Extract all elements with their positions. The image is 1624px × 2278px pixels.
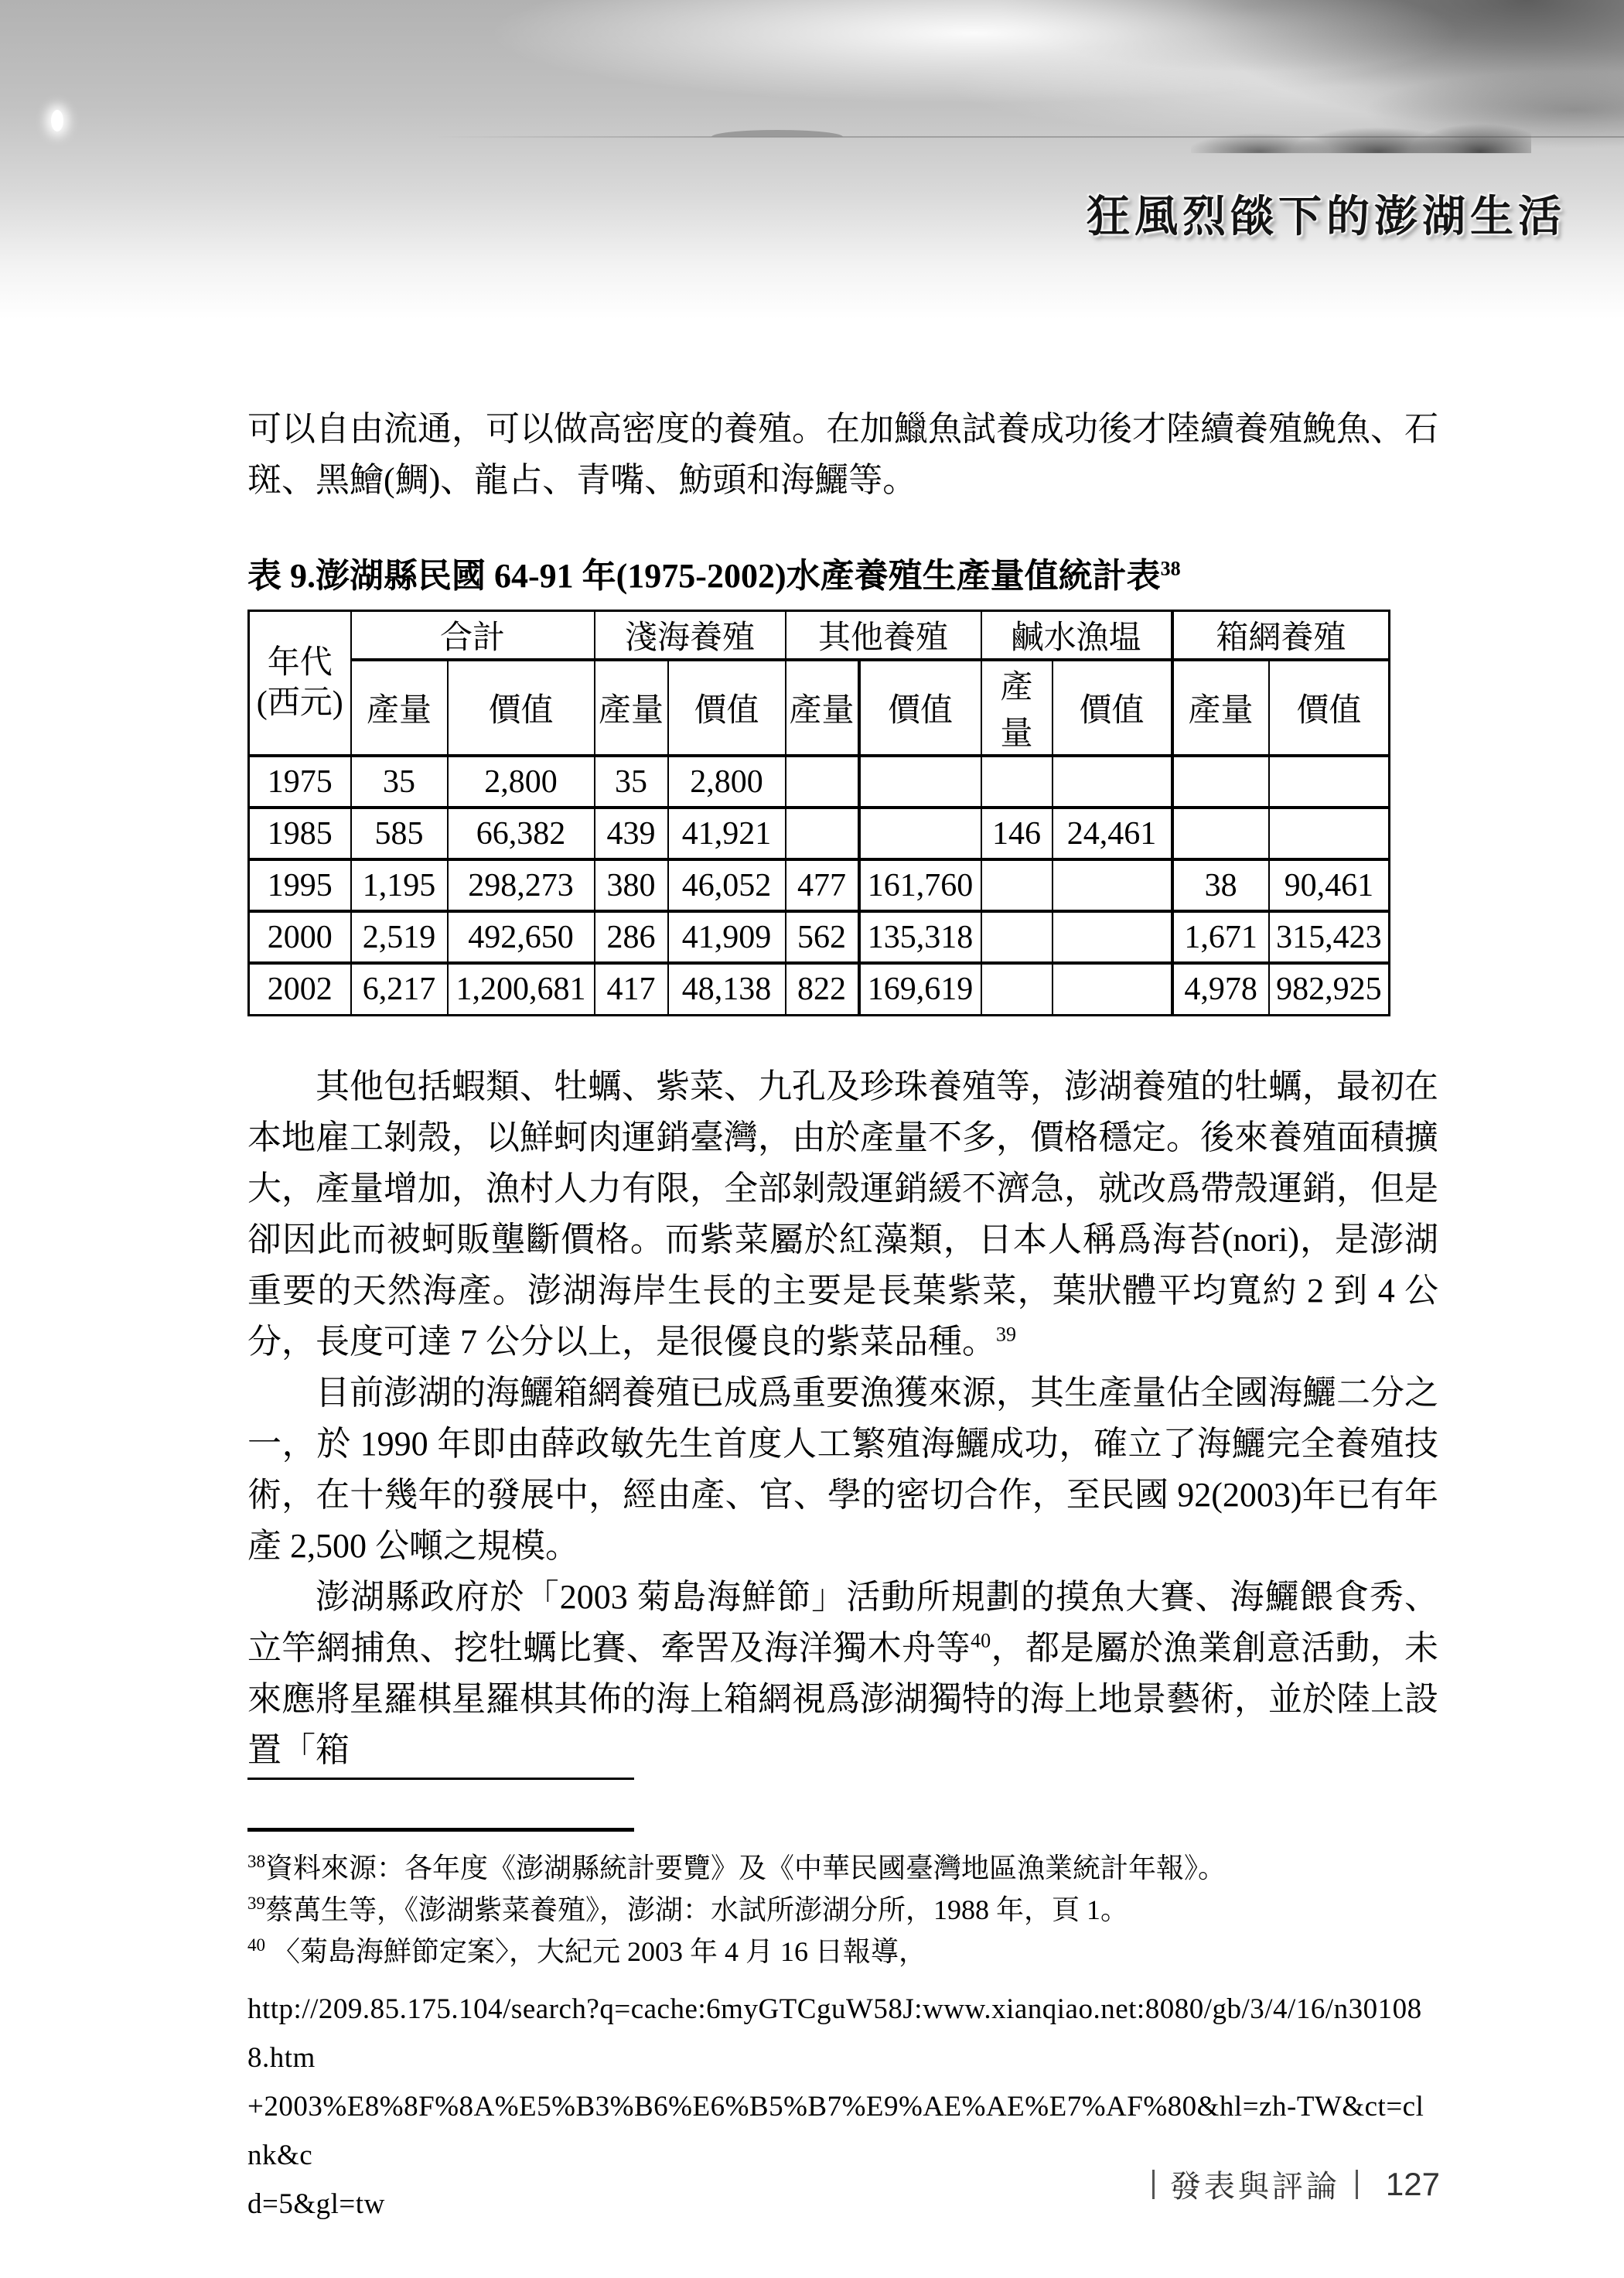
table-row-2000: 2000 2,519 492,650 286 41,909 562 135,318 1,671 315,423 [249, 911, 1390, 963]
distant-island-silhouette [711, 130, 843, 137]
subheader-salt-value: 價值 [1053, 660, 1172, 756]
subheader-other-quantity: 產量 [786, 660, 859, 756]
paragraph-2-text: 其他包括蝦類、牡蠣、紫菜、九孔及珍珠養殖等，澎湖養殖的牡蠣，最初在本地雇工剝殼，以鮮蚵肉運銷臺灣，由於產量不多，價格穩定。後來養殖面積擴大，產量增加，漁村人力有限，全部剝殼運銷緩不濟急，就改爲帶殼運銷，但是卻因此而被蚵販壟斷價格。而紫菜屬於紅藻類，日本人稱爲海苔(nori)，是澎湖重要的天然海產。澎湖海岸生長的主要是長葉紫菜，葉狀體平均寬約 2 到 4 公分，長度可達 7 公分以上，是很優良的紫菜品種。 [247, 1067, 1438, 1361]
paragraph-4 [247, 1572, 1438, 1776]
header-banner-photo [0, 0, 1624, 333]
footnote-38-marker: 38 [247, 1851, 265, 1871]
paragraph-1-text: 可以自由流通，可以做高密度的養殖。在加鱲魚試養成功後才陸續養殖鮸魚、石斑、黑鱠(鯛)、龍占、青嘴、魴頭和海鱺等。 [247, 410, 1438, 499]
footnote-38 [247, 1847, 1438, 1889]
paragraph-3-text: 目前澎湖的海鱺箱網養殖已成爲重要漁獲來源，其生產量佔全國海鱺二分之一，於 1990 年即由薛政敏先生首度人工繁殖海鱺成功，確立了海鱺完全養殖技術，在十幾年的發展中，經由產、官、學的密切合作，至民國 92(2003)年已有年產 2,500 公噸之規模。 [247, 1373, 1438, 1565]
paragraph-1 [247, 404, 1438, 506]
table-title [247, 548, 1438, 597]
subheader-total-quantity: 產量 [351, 660, 448, 756]
footnote-39-text: 蔡萬生等，《澎湖紫菜養殖》，澎湖：水試所澎湖分所，1988 年，頁 1。 [265, 1894, 1129, 1925]
subheader-salt-quantity: 產量 [981, 660, 1053, 756]
table-row-1975: 1975 35 2,800 35 2,800 [249, 756, 1390, 808]
url-line-1: http://209.85.175.104/search?q=cache:6myGTCguW58J:www.xianqiao.net:8080/gb/3/4/16/n301088.htm [247, 1993, 1422, 2074]
page-number: 127 [1385, 2165, 1440, 2202]
footer-section-label: 發表與評論 [1169, 2170, 1340, 2204]
footer-divider-bar-left [1152, 2170, 1155, 2199]
sun-glint [51, 110, 63, 131]
group-header-saltwater-pond: 鹹水漁塭 [981, 611, 1172, 661]
footnote-39-marker: 39 [247, 1893, 265, 1913]
group-header-shallow-sea: 淺海養殖 [595, 611, 786, 661]
paragraph-4-text-a: 澎湖縣政府於「2003 菊島海鮮節」活動所規劃的摸魚大賽、海鱺餵食秀、立竿網捕魚、挖牡蠣比賽、牽罟及海洋獨木舟等 [247, 1577, 1438, 1667]
footnote-38-text: 資料來源：各年度《澎湖縣統計要覽》及《中華民國臺灣地區漁業統計年報》。 [265, 1852, 1227, 1884]
paragraph-2 [247, 1061, 1438, 1368]
url-line-2: +2003%E8%8F%8A%E5%B3%B6%E6%B5%B7%E9%AE%AE%E7%AF%80&hl=zh-TW&ct=clnk&c [247, 2090, 1424, 2171]
table-title-footnote-ref: 38 [1160, 557, 1181, 580]
col-header-year: 年代 (西元) [249, 611, 351, 756]
footnote-40-marker: 40 [247, 1935, 265, 1955]
footnote-ref-39: 39 [996, 1322, 1016, 1345]
subheader-shallow-quantity: 產量 [595, 660, 668, 756]
footnote-39 [247, 1889, 1438, 1931]
subheader-cage-value: 價值 [1269, 660, 1390, 756]
paragraph-4-text-b: ，都是屬於漁業創意活動，未來應將星羅棋星羅棋其佈的海上箱網視爲澎湖獨特的海上地景藝術，並於陸上設置「箱 [247, 1628, 1439, 1769]
footnote-40-text: 〈菊島海鮮節定案〉，大紀元 2003 年 4 月 16 日報導， [272, 1935, 927, 1967]
footnote-40 [247, 1931, 1438, 1972]
paragraph-3 [247, 1368, 1438, 1572]
subheader-other-value: 價值 [859, 660, 981, 756]
subheader-shallow-value: 價值 [668, 660, 786, 756]
page-footer [1152, 2162, 1440, 2206]
footnote-separator-thin [247, 1778, 634, 1780]
chapter-title-calligraphy: 狂風烈燄下的澎湖生活 [1087, 193, 1566, 241]
group-header-total: 合計 [351, 611, 595, 661]
footnote-ref-40: 40 [971, 1628, 991, 1651]
group-header-cage-net: 箱網養殖 [1172, 611, 1390, 661]
table-row-2002: 2002 6,217 1,200,681 417 48,138 822 169,619 4,978 982,925 [249, 963, 1390, 1015]
aquaculture-stats-table [247, 610, 1390, 1016]
island-silhouette-right [1191, 116, 1531, 153]
subheader-total-value: 價值 [448, 660, 595, 756]
table-title-text: 表 9.澎湖縣民國 64-91 年(1975-2002)水產養殖生產量值統計表 [247, 557, 1161, 595]
page-body [0, 333, 1624, 1776]
table-row-1985: 1985 585 66,382 439 41,921 146 24,461 [249, 808, 1390, 859]
footer-divider-bar-right [1356, 2170, 1358, 2199]
subheader-cage-quantity: 產量 [1172, 660, 1269, 756]
group-header-other: 其他養殖 [786, 611, 981, 661]
url-line-3: d=5&gl=tw [247, 2187, 385, 2220]
table-row-1995: 1995 1,195 298,273 380 46,052 477 161,760 38 90,461 [249, 859, 1390, 911]
